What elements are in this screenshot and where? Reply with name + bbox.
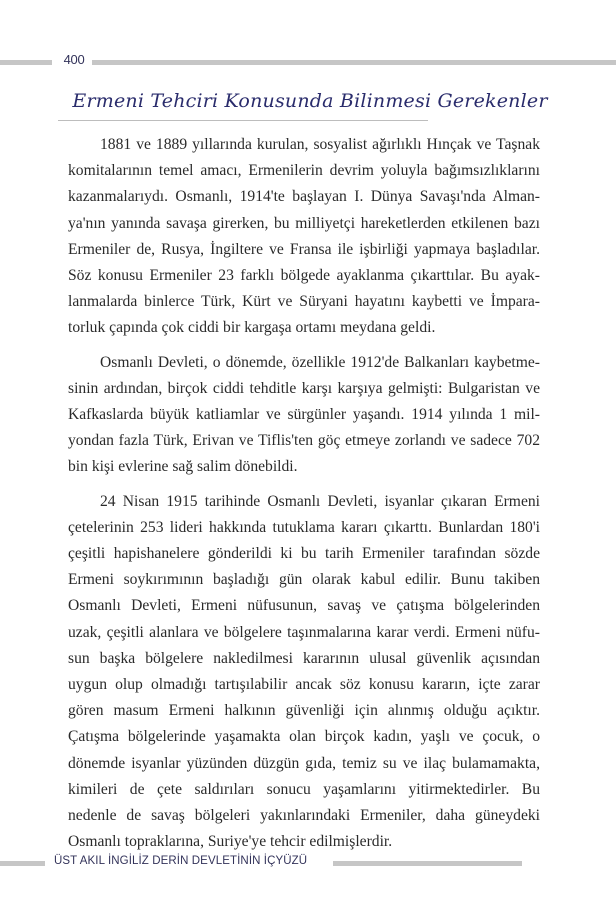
text-line: yondan fazla Türk, Erivan ve Tiflis'ten göç etmeye zorlandı ve sadece 702	[68, 432, 540, 450]
text-line: 1881 ve 1889 yıllarında kurulan, sosyalist ağırlıklı Hınçak ve Taşnak	[100, 136, 540, 153]
text-line: sun başka bölgelere nakledilmesi kararının ulusal güvenlik açısından	[68, 649, 540, 667]
text-line: Osmanlı topraklarına, Suriye'ye tehcir edilmişlerdir.	[68, 833, 393, 851]
text-line: kimileri de çete saldırıları sonucu yaşamlarını yitirmektedirler. Bu	[68, 780, 540, 798]
text-line: torluk çapında çok ciddi bir kargaşa ortamı meydana geldi.	[68, 319, 436, 337]
text-line: dönemde isyanlar yüzünden düzgün gıda, temiz su ve ilaç bulamamakta,	[68, 754, 540, 772]
text-line: bin kişi evlerine sağ salim dönebildi.	[68, 458, 298, 476]
text-line: uygun olup olmadığı tartışılabilir ancak söz konusu kararın, içte zarar	[68, 676, 540, 694]
paragraph-1	[68, 132, 540, 342]
section-title: Ermeni Tehciri Konusunda Bilinmesi Gerekenler	[72, 90, 548, 112]
text-line: çeşitli hapishanelere gönderildi ki bu tarih Ermeniler tarafından sözde	[68, 545, 540, 563]
header-rule-left	[0, 60, 52, 65]
text-line: Söz konusu Ermeniler 23 farklı bölgede ayaklanma çıkarttılar. Bu ayak-	[68, 267, 540, 285]
text-line: Çatışma bölgelerinde yaşamakta olan birçok kadın, yaşlı ve çocuk, o	[68, 728, 540, 746]
text-line: nedenle de savaş bölgeleri yakınlarındaki Ermeniler, daha güneydeki	[68, 807, 540, 825]
body-text	[68, 120, 540, 863]
page-number: 400	[63, 52, 85, 67]
paragraph-3	[68, 489, 540, 856]
text-line: lanmalarda binlerce Türk, Kürt ve Süryani hayatını kaybetti ve İmpara-	[68, 293, 540, 311]
text-line: Kafkaslarda büyük katliamlar ve sürgünler yaşandı. 1914 yılında 1 mil-	[68, 406, 540, 424]
text-line: çetelerinin 253 lideri hakkında tutuklama kararı çıkarttı. Bunlardan 180'i	[68, 518, 540, 536]
text-line: gören masum Ermeni halkının güvenliği için alınmış olduğu açıktır.	[68, 702, 540, 720]
text-line: Ermeni soykırımının başladığı gün olarak kabul edilir. Bunu takiben	[68, 571, 540, 589]
text-line: ya'nın yanında savaşa girerken, bu milliyetçi hareketlerden etkilenen bazı	[68, 214, 540, 232]
text-line: Ermeniler de, Rusya, İngiltere ve Fransa ile işbirliği yapmaya başladılar.	[68, 240, 540, 258]
text-line: kazanmalarıydı. Osmanlı, 1914'te başlayan I. Dünya Savaşı'nda Alman-	[68, 188, 540, 206]
paragraph-2	[68, 350, 540, 481]
text-line: Osmanlı Devleti, Ermeni nüfusunun, savaş ve çatışma bölgelerinden	[68, 597, 540, 615]
footer-rule-left	[0, 861, 45, 866]
text-line: komitalarının temel amacı, Ermenilerin devrim yoluyla bağımsızlıklarını	[68, 162, 540, 180]
header-rule-right	[92, 60, 616, 65]
text-line: Osmanlı Devleti, o dönemde, özellikle 1912'de Balkanları kaybetme-	[100, 353, 540, 371]
running-footer-title: ÜST AKIL İNGİLİZ DERİN DEVLETİNİN İÇYÜZÜ	[54, 855, 308, 867]
text-line: sinin ardından, birçok ciddi tehditle karşı karşıya gelmişti: Bulgaristan ve	[68, 379, 540, 397]
text-line: 24 Nisan 1915 tarihinde Osmanlı Devleti, isyanlar çıkaran Ermeni	[100, 492, 540, 510]
text-line: uzak, çeşitli alanlara ve bölgelere taşınmalarına karar verdi. Ermeni nüfu-	[68, 623, 540, 641]
footer-rule-right	[333, 861, 522, 866]
